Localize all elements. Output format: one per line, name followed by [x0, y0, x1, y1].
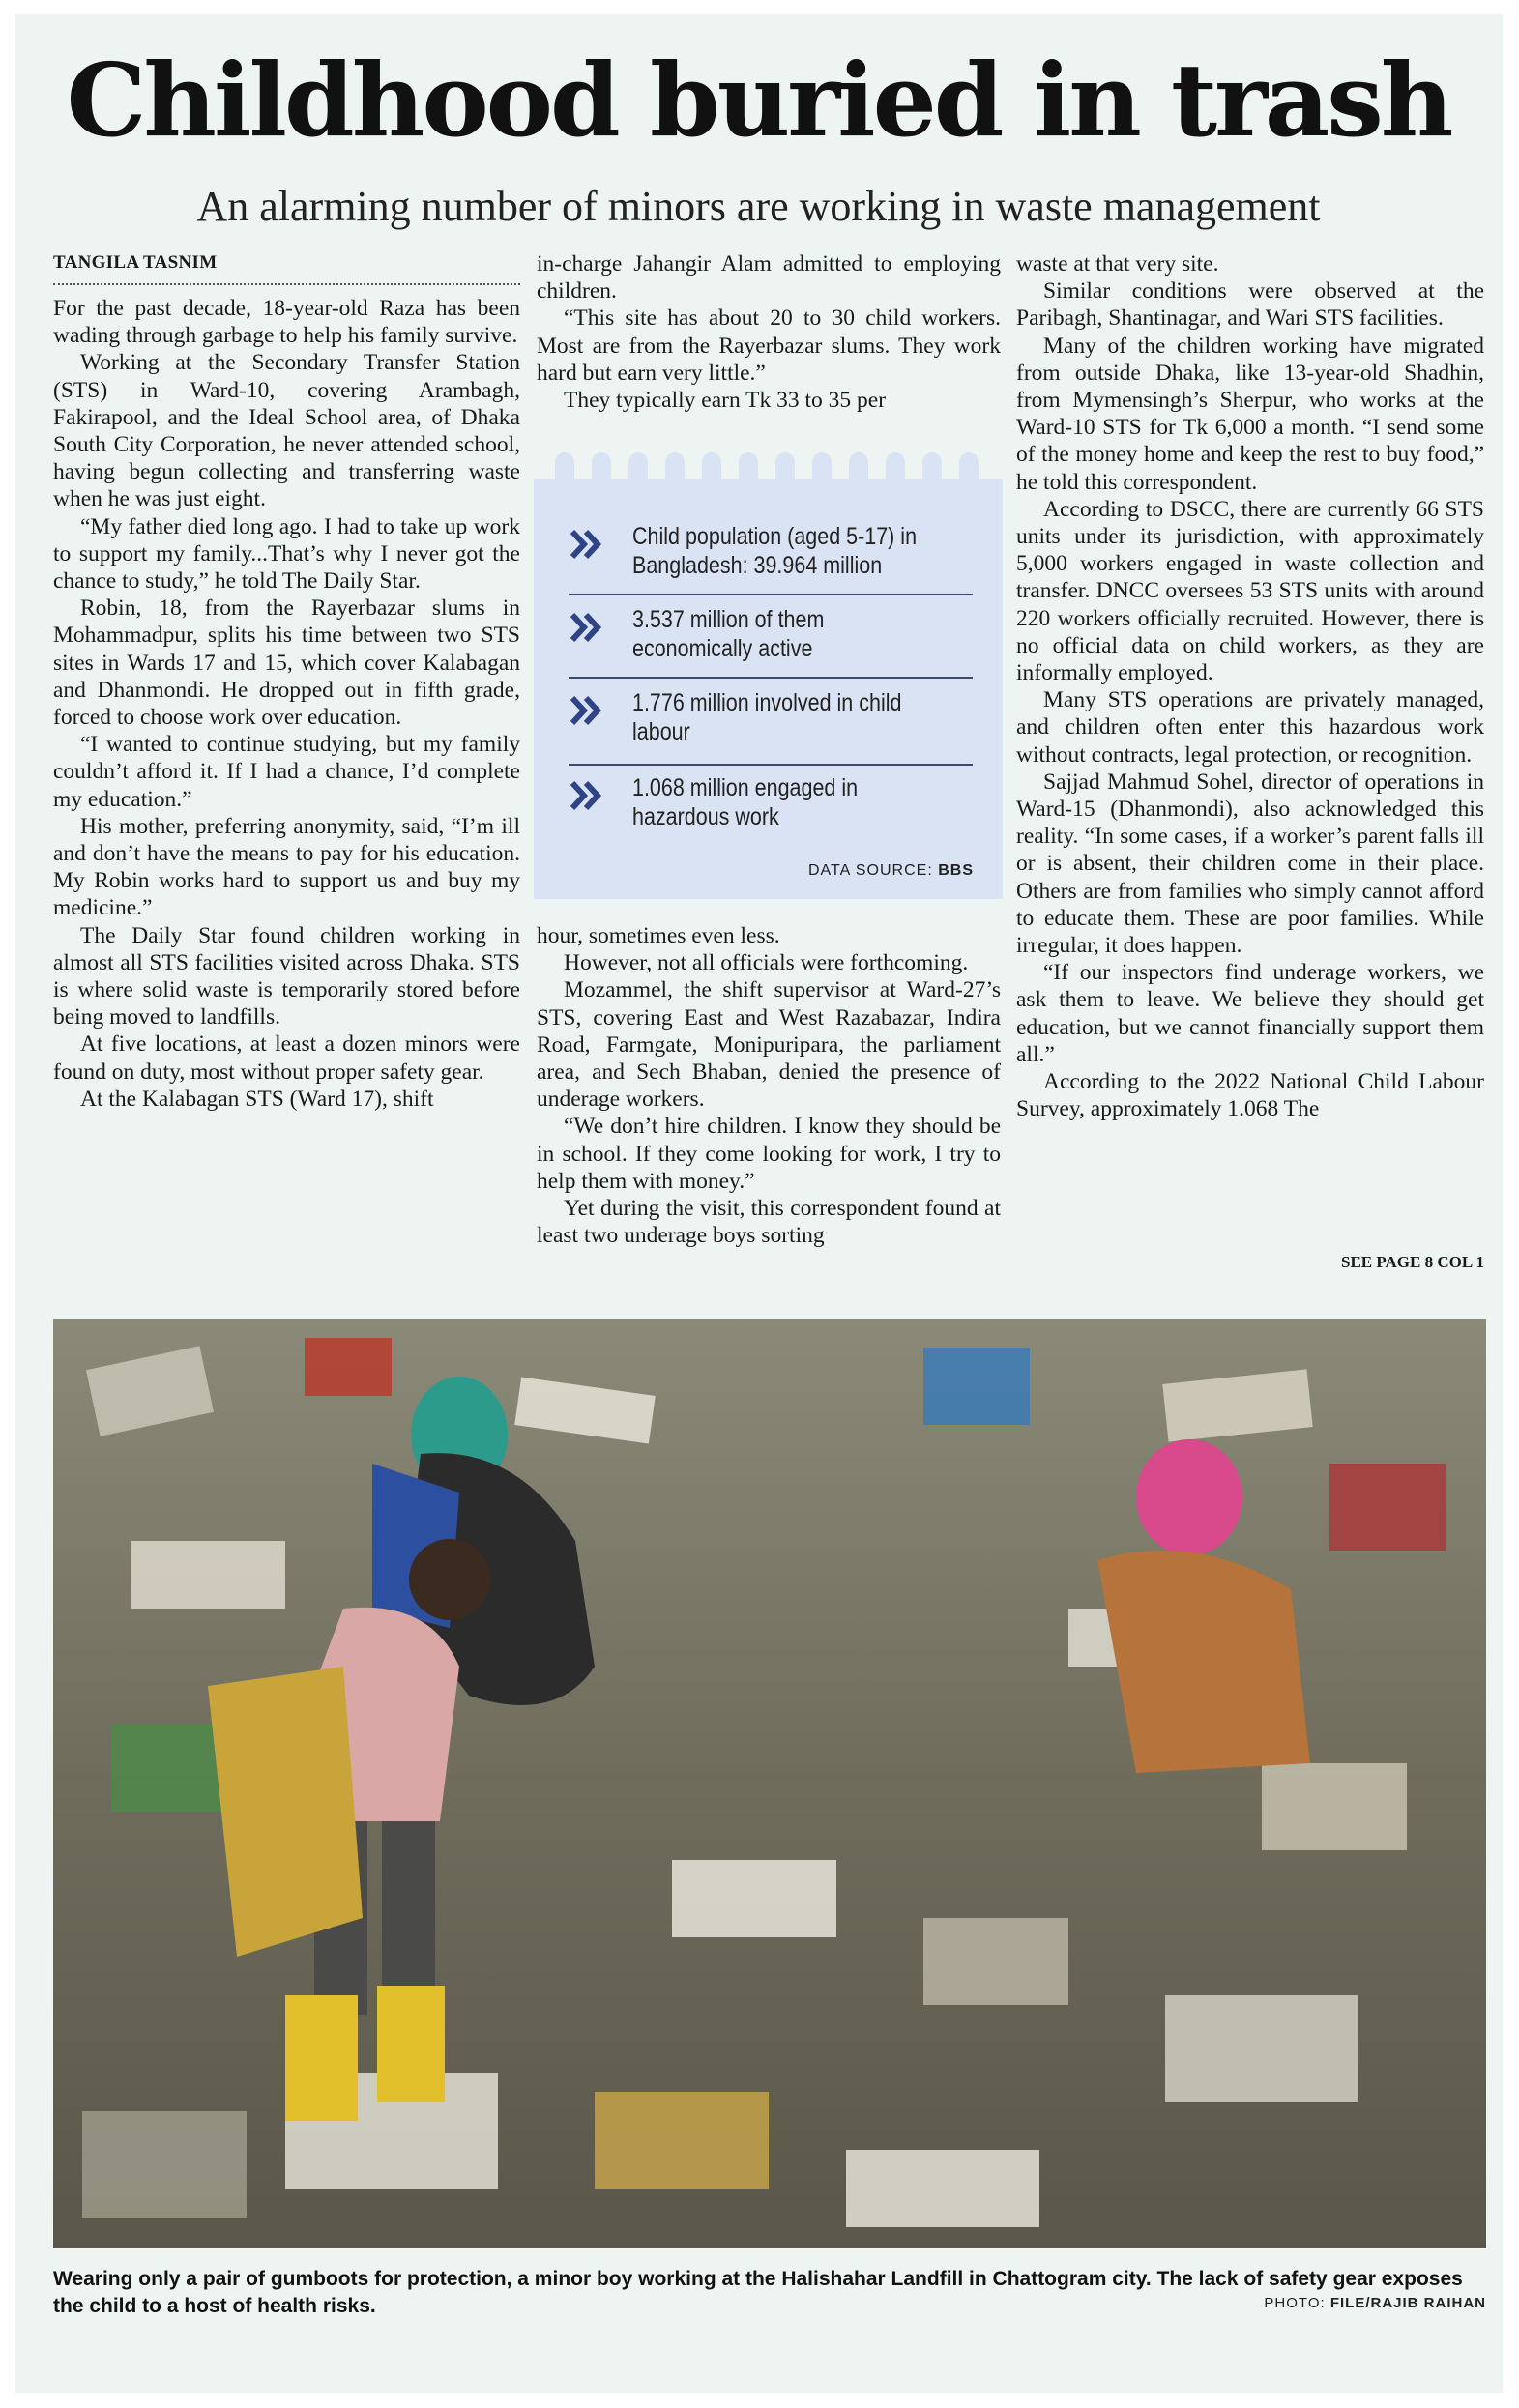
paragraph: Sajjad Mahmud Sohel, director of operations in Ward-15 (Dhanmondi), also acknowledged this reality. “In some cases, if a worker’s parent falls ill or is absent, their children come in their place. Others are from families who simply cannot afford to educate them. These are poor families. While irregular, it does happen.	[1016, 769, 1484, 959]
double-chevron-icon	[569, 694, 607, 727]
notepad-scallop-edge	[534, 439, 1003, 479]
credit-value: FILE/RAJIB RAIHAN	[1329, 2295, 1486, 2311]
photo-illustration	[53, 1319, 1486, 2248]
paragraph: At the Kalabagan STS (Ward 17), shift	[80, 1086, 434, 1112]
stat-line: hazardous work	[632, 803, 779, 830]
paragraph: Many of the children working have migrated from outside Dhaka, like 13-year-old Shadhin, from Mymensingh’s Sherpur, who works at the Ward-10 STS for Tk 6,000 a month. “I send some of the money home and keep the rest to buy food,” he told this correspondent.	[1016, 333, 1484, 495]
article-column-3	[1016, 250, 1484, 1123]
paragraph: His mother, preferring anonymity, said, “I’m ill and don’t have the means to pay for his education. My Robin works hard to support us and buy my medicine.”	[53, 813, 520, 921]
stats-infobox	[534, 439, 1003, 899]
paragraph: “We don’t hire children. I know they should be in school. If they come looking for work, I try to help them with money.”	[537, 1114, 1001, 1194]
credit-label: PHOTO:	[1264, 2295, 1326, 2311]
paragraph: According to the 2022 National Child Labour Survey, approximately 1.068 The	[1016, 1069, 1484, 1122]
continuation-note: SEE PAGE 8 COL 1	[1341, 1253, 1484, 1271]
paragraph: For the past decade, 18-year-old Raza has been wading through garbage to help his family survive.	[53, 296, 520, 349]
paragraph: Yet during the visit, this correspondent found at least two underage boys sorting	[537, 1196, 1001, 1249]
paragraph: “I wanted to continue studying, but my family couldn’t afford it. If I had a chance, I’d complete my education.”	[53, 732, 520, 812]
double-chevron-icon	[569, 528, 607, 561]
stat-line: labour	[632, 718, 690, 745]
stat-line: Child population (aged 5-17) in	[632, 523, 918, 550]
headline: Childhood buried in trash	[66, 41, 1451, 160]
paragraph: “This site has about 20 to 30 child workers. Most are from the Rayerbazar slums. They work hard but earn very little.”	[537, 305, 1001, 386]
paragraph: “If our inspectors find underage workers, we ask them to leave. We believe they should get education, but we cannot financially support them all.”	[1016, 960, 1484, 1067]
newspaper-page	[15, 14, 1503, 2393]
double-chevron-icon	[569, 611, 607, 644]
photo-caption: Wearing only a pair of gumboots for protection, a minor boy working at the Halishahar Landfill in Chattogram city. The lack of safety gear exposes the child to a host of health risks.	[53, 2268, 1463, 2317]
paragraph: They typically earn Tk 33 to 35 per	[564, 388, 887, 414]
paragraph: “My father died long ago. I had to take up work to support my family...That’s why I never got the chance to study,” he told The Daily Star.	[53, 513, 520, 595]
paragraph: Robin, 18, from the Rayerbazar slums in Mohammadpur, splits his time between two STS sites in Wards 17 and 15, which cover Kalabagan and Dhanmondi. He dropped out in fifth grade, forced to choose work over education.	[53, 595, 520, 731]
data-source	[808, 862, 974, 880]
stat-line: 3.537 million of them	[632, 606, 825, 633]
paragraph: Working at the Secondary Transfer Station (STS) in Ward-10, covering Arambagh, Fakirapool, and the Ideal School area, of Dhaka South City Corporation, he never attended school, having begun collecting and transferring waste when he was just eight.	[53, 350, 520, 512]
paragraph: However, not all officials were forthcoming.	[564, 950, 969, 976]
source-value: BBS	[938, 862, 974, 879]
paragraph: waste at that very site.	[1016, 251, 1219, 276]
article-column-2-bottom	[537, 922, 1001, 1249]
article-column-1	[53, 250, 520, 1113]
landfill-photo	[53, 1319, 1486, 2248]
source-label: DATA SOURCE:	[808, 862, 933, 879]
subheadline: An alarming number of minors are working in waste management	[196, 183, 1321, 230]
stat-line: economically active	[632, 635, 813, 662]
article-column-2-top	[537, 250, 1001, 414]
paragraph: in-charge Jahangir Alam admitted to employing children.	[537, 251, 1001, 305]
stat-line: Bangladesh: 39.964 million	[632, 552, 883, 579]
double-chevron-icon	[569, 779, 607, 812]
paragraph: According to DSCC, there are currently 66 STS units under its jurisdiction, with approximately 5,000 workers engaged in waste collection and transfer. DNCC oversees 53 STS units with around 220 workers officially recruited. However, there is no official data on child workers, as they are informally employed.	[1016, 496, 1484, 686]
paragraph: The Daily Star found children working in almost all STS facilities visited across Dhaka. STS is where solid waste is temporarily stored before being moved to landfills.	[53, 922, 520, 1030]
paragraph: Many STS operations are privately managed, and children often enter this hazardous work without contracts, legal protection, or recognition.	[1016, 687, 1484, 768]
paragraph: Mozammel, the shift supervisor at Ward-27’s STS, covering East and West Razabazar, Indira Road, Farmgate, Monipuripara, the parliament area, and Sech Bhaban, denied the presence of underage workers.	[537, 977, 1001, 1113]
byline: TANGILA TASNIM	[53, 250, 520, 285]
paragraph: At five locations, at least a dozen minors were found on duty, most without proper safety gear.	[53, 1031, 520, 1085]
stat-line: 1.068 million engaged in	[632, 774, 859, 801]
paragraph: hour, sometimes even less.	[537, 923, 780, 948]
stat-line: 1.776 million involved in child	[632, 689, 902, 716]
paragraph: Similar conditions were observed at the Paribagh, Shantinagar, and Wari STS facilities.	[1016, 278, 1484, 332]
photo-credit	[53, 2295, 1486, 2311]
